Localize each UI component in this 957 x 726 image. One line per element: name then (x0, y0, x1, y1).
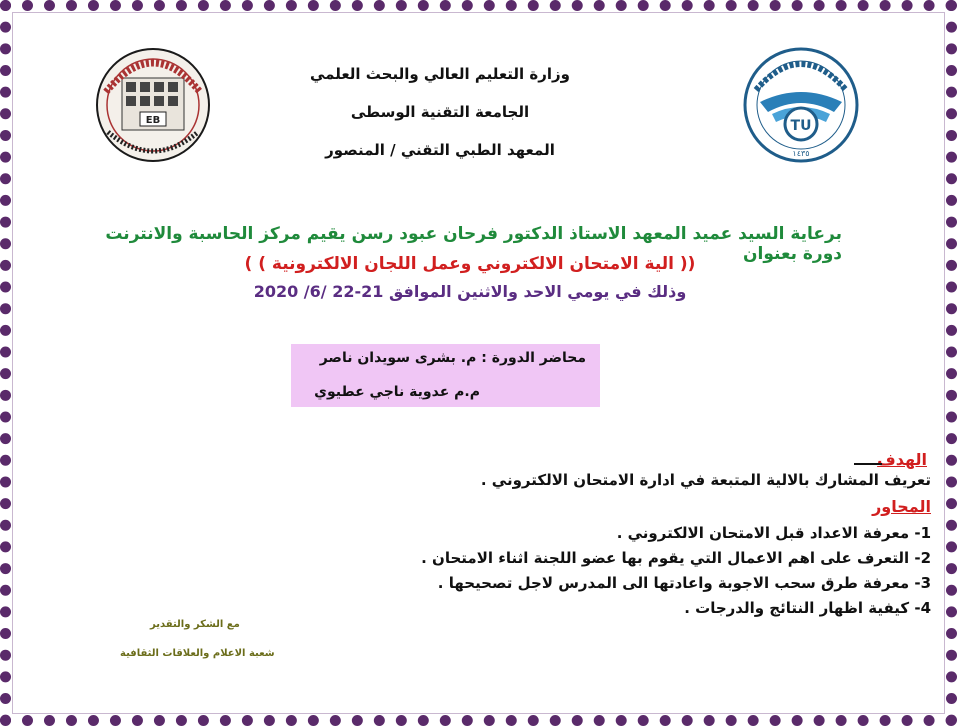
list-item: 4- كيفية اظهار النتائج والدرجات . (684, 599, 931, 617)
university-logo (742, 42, 860, 168)
header-ministry: وزارة التعليم العالي والبحث العلمي (309, 65, 571, 83)
thanks-note: مع الشكر والتقدير (150, 619, 240, 630)
sponsor-line: برعاية السيد عميد المعهد الاستاذ الدكتور فرحان عبود رسن يقيم مركز الحاسبة والانترنت دورة بعنوان (105, 224, 842, 264)
svg-text:EB: EB (145, 115, 161, 126)
trainer-primary: محاضر الدورة : م. بشرى سويدان ناصر (319, 350, 586, 366)
course-title: (( الية الامتحان الالكتروني وعمل اللجان الالكترونية ) ) (244, 254, 696, 274)
axes-list (371, 522, 931, 622)
goal-text: تعريف المشارك بالالية المتبعة في ادارة الامتحان الالكتروني . (480, 471, 931, 489)
list-item: 1- معرفة الاعداد قبل الامتحان الالكتروني . (616, 524, 931, 542)
list-item: 2- التعرف على اهم الاعمال التي يقوم بها عضو اللجنة اثناء الامتحان . (421, 549, 931, 567)
header-institute: المعهد الطبي التقني / المنصور (325, 141, 555, 159)
course-date: وذلك في يومي الاحد والاثنين الموافق 21-22 /6/ 2020 (253, 282, 687, 301)
list-item: 3- معرفة طرق سحب الاجوبة واعادتها الى المدرس لاجل تصحيحها . (437, 574, 931, 592)
goal-divider (854, 463, 882, 465)
trainer-secondary: م.م عدوية ناجي عطيوي (314, 384, 480, 400)
trainer-box (291, 344, 600, 407)
institute-seal-logo (94, 42, 212, 168)
svg-text:١٤٣٥: ١٤٣٥ (792, 149, 810, 158)
ministry-header (300, 62, 580, 176)
header-university: الجامعة التقنية الوسطى (350, 103, 530, 121)
svg-text:TU: TU (790, 118, 812, 134)
goal-label: الهدف (877, 450, 927, 469)
axes-label: المحاور (872, 497, 931, 516)
department-signature: شعبة الاعلام والعلاقات الثقافية (120, 648, 275, 659)
